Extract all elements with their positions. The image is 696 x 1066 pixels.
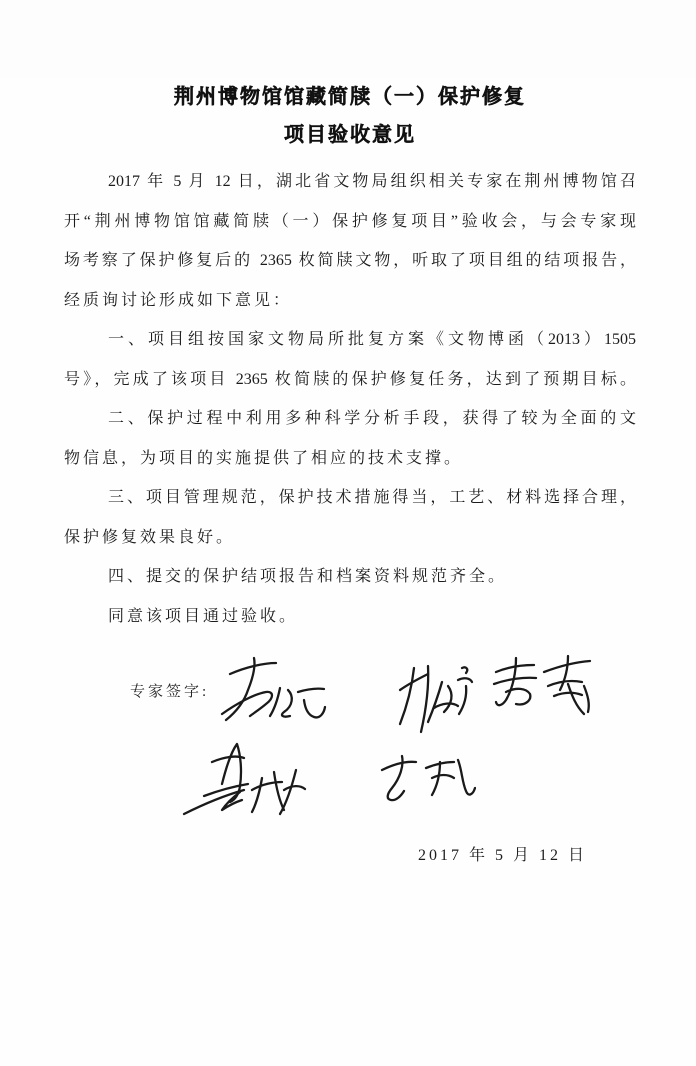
handwritten-signature-5	[374, 754, 476, 806]
body-line-3: 场考察了保护修复后的 2365 枚简牍文物，听取了项目组的结项报告，	[64, 252, 636, 269]
body-line-5: 一、项目组按国家文物局所批复方案《文物博函（2013）1505	[108, 331, 636, 348]
body-line-8: 物信息，为项目的实施提供了相应的技术支撑。	[64, 449, 464, 467]
document-body	[64, 78, 636, 868]
title-line-1: 荆州博物馆馆藏简牍（一）保护修复	[174, 86, 526, 108]
body-line-12: 同意该项目通过验收。	[108, 607, 299, 625]
signature-section	[64, 636, 636, 836]
handwritten-signature-3	[488, 654, 592, 720]
body-line-11: 四、提交的保护结项报告和档案资料规范齐全。	[108, 568, 508, 585]
body-line-2: 开“荆州博物馆馆藏简牍（一）保护修复项目”验收会，与会专家现	[64, 212, 636, 230]
body-line-4: 经质询讨论形成如下意见：	[64, 291, 293, 309]
title-line-2: 项目验收意见	[284, 124, 416, 146]
body-line-9: 三、项目管理规范，保护技术措施得当，工艺、材料选择合理，	[108, 489, 636, 506]
document-text	[64, 162, 636, 636]
body-line-6: 号》，完成了该项目 2365 枚简牍的保护修复任务，达到了预期目标。	[64, 370, 636, 388]
handwritten-signature-1	[220, 652, 328, 734]
body-line-10: 保护修复效果良好。	[64, 528, 236, 546]
expert-signature-label: 专家签字:	[130, 684, 210, 700]
body-line-1: 2017 年 5 月 12 日，湖北省文物局组织相关专家在荆州博物馆召	[108, 173, 636, 190]
handwritten-signature-2	[396, 662, 474, 736]
handwritten-signature-4	[182, 740, 307, 820]
body-line-7: 二、保护过程中利用多种科学分析手段，获得了较为全面的文	[108, 410, 636, 427]
document-title	[64, 78, 636, 154]
document-date: 2017 年 5 月 12 日	[417, 847, 587, 864]
scanned-document-page	[0, 78, 696, 1066]
